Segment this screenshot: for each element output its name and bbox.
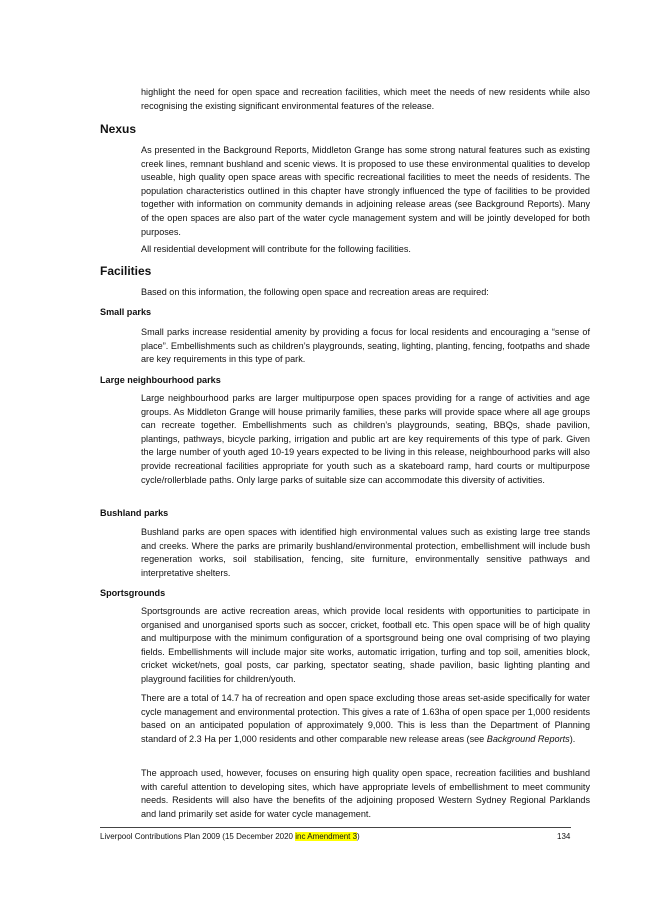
- page-number: 134: [557, 832, 571, 841]
- background-reports-reference: Background Reports: [486, 733, 570, 744]
- facilities-intro: Based on this information, the following open space and recreation areas are required:: [141, 287, 489, 297]
- footer-title-text: Liverpool Contributions Plan 2009 (15 December 2020: [100, 832, 296, 841]
- para2-text-start: There are a total of 14.7 ha of recreation and open space excluding those areas set-aside specifically for water cycle management and environmental protection. This gives a rate of 1.63ha of open space per 1,000 residents based on an anticipated population of approximately 9,000. This is less than the Department of Planning standard of 2.3 Ha per 1,000 residents and other comparable new release areas (see: [141, 693, 590, 744]
- sportsgrounds-paragraph-2: [141, 692, 590, 746]
- intro-continuation: highlight the need for open space and recreation facilities, which meet the needs of new residents while also recognising the existing significant environmental features of the release.: [141, 87, 590, 111]
- bushland-parks-text: Bushland parks are open spaces with identified high environmental values such as existing large tree stands and creeks. Where the parks are primarily bushland/environmental protection, embellishment will include bush regeneration works, soil stabilisation, fencing, site furniture, environmentally sensitive pathways and interpretative shelters.: [141, 527, 590, 578]
- small-parks-text: Small parks increase residential amenity by providing a focus for local residents and encouraging a “sense of place”. Embellishments such as children’s playgrounds, seating, lighting, planting, fencing, footpaths and shade are key requirements in this type of park.: [141, 327, 590, 365]
- large-parks-heading: Large neighbourhood parks: [100, 375, 221, 385]
- footer-amendment-highlight: inc Amendment 3: [295, 832, 358, 841]
- footer-divider: [100, 827, 571, 828]
- facilities-heading: Facilities: [100, 264, 152, 278]
- nexus-paragraph-2: All residential development will contribute for the following facilities.: [141, 244, 411, 254]
- footer-title-close: ): [357, 832, 360, 841]
- sportsgrounds-paragraph-3: The approach used, however, focuses on ensuring high quality open space, recreation facilities and bushland with careful attention to developing sites, which have appropriate levels of embellishment to meet community needs. Residents will also have the benefits of the adjoining proposed Western Sydney Regional Parklands and land primarily set aside for water cycle management.: [141, 768, 590, 819]
- nexus-heading: Nexus: [100, 122, 137, 136]
- nexus-paragraph-1: As presented in the Background Reports, Middleton Grange has some strong natural features such as existing creek lines, remnant bushland and scenic views. It is proposed to use these environmental qualities to develop useable, high quality open space areas with specific recreational facilities to meet the needs of residents. The population characteristics outlined in this chapter have strongly influenced the type of facilities to be provided together with information on community demands in adjoining release areas (see Background Reports). Many of the open spaces are also part of the water cycle management system and will be jointly developed for both purposes.: [141, 145, 590, 237]
- para2-text-end: ).: [569, 733, 576, 744]
- sportsgrounds-paragraph-1: Sportsgrounds are active recreation areas, which provide local residents with opportunities to participate in organised and unorganised sports such as soccer, cricket, football etc. This open space will be of high quality and multipurpose with the minimum configuration of a sportsground being one oval comprising of two playing fields. Embellishments will include major site works, automatic irrigation, turfing and top soil, amenities block, cricket wicket/nets, goal posts, car parking, spectator seating, shade pavilion, basic lighting planting and playground facilities for children/youth.: [141, 606, 590, 684]
- sportsgrounds-heading: Sportsgrounds: [100, 588, 166, 598]
- large-parks-text: Large neighbourhood parks are larger multipurpose open spaces providing for a range of activities and age groups. As Middleton Grange will house primarily families, these parks will provide space where all age groups can recreate together. Embellishments such as children’s playgrounds, seating, BBQs, shade pavilion, plantings, pathways, bicycle parking, irrigation and public art are key requirements of this type of park. Given the large number of youth aged 10-19 years expected to be living in this release, neighbourhood parks will also provide recreational facilities appropriate for youth such as a skateboard ramp, hard courts or multipurpose cycle/rollerblade paths. Only large parks of suitable size can accommodate this diversity of activities.: [141, 393, 590, 485]
- footer-title: [100, 831, 360, 842]
- bushland-parks-heading: Bushland parks: [100, 508, 169, 518]
- small-parks-heading: Small parks: [100, 307, 152, 317]
